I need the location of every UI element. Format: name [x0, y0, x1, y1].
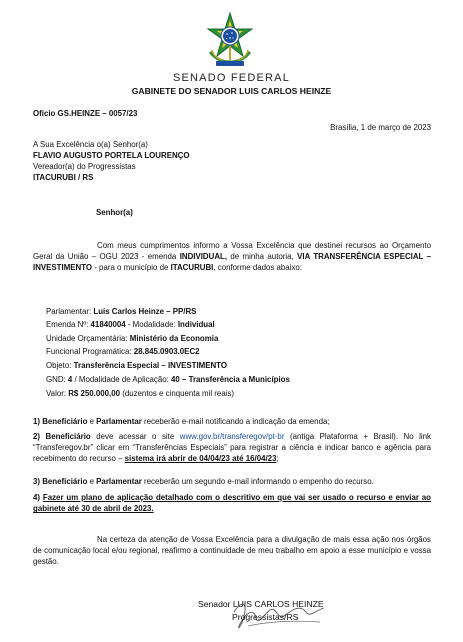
salutation: Senhor(a)	[96, 208, 133, 217]
detail-funcional	[46, 346, 200, 357]
detail-label: / Modalidade de Aplicação:	[72, 375, 172, 384]
step-bold: Parlamentar	[96, 417, 142, 426]
transferegov-link[interactable]: www.gov.br/transferegov/pt-br	[179, 432, 285, 441]
detail-value: Ministério da Economia	[129, 334, 219, 343]
step-deadline: sistema irá abrir de 04/04/23 até 16/04/23	[124, 454, 277, 464]
closing-paragraph: Na certeza da atenção de Vossa Excelência para a divulgação de mais essa ação nos órgãos de comunicação local e/ou regional, reafirmo a continuidade de meu trabalho em apoio a esse município e vossa gestão.	[33, 535, 431, 567]
letter-date: Brasília, 1 de março de 2023	[330, 123, 431, 132]
step-1	[33, 416, 431, 427]
detail-value: Individual	[177, 320, 215, 329]
step-text: receberão e-mail notificando a indicação da emenda;	[141, 417, 330, 426]
step-2	[33, 431, 431, 465]
step-bold: Beneficiário	[42, 477, 88, 486]
step-bold: Beneficiário	[42, 417, 88, 426]
step-number: 1)	[33, 417, 43, 426]
step-3	[33, 476, 431, 487]
intro-text-3: - para o município de	[92, 263, 171, 273]
step-text: receberão um segundo e-mail informando o empenho do recurso.	[141, 477, 374, 486]
detail-label: Objeto:	[46, 361, 74, 370]
detail-value: Transferência Especial – INVESTIMENTO	[73, 361, 227, 370]
step-number: 4)	[33, 493, 43, 502]
intro-bold-individual: INDIVIDUAL,	[179, 252, 228, 262]
detail-value: 28.845.0903.0EC2	[133, 347, 200, 356]
detail-label: Valor:	[46, 389, 69, 398]
step-number: 2)	[33, 432, 46, 441]
signature-party: Progressistas/RS	[232, 612, 299, 622]
office-name: GABINETE DO SENADOR LUIS CARLOS HEINZE	[131, 86, 332, 96]
step-text: deve acessar o site	[90, 432, 180, 441]
addressee-city: ITACURUBI / RS	[33, 173, 94, 182]
detail-value: 41840004	[90, 320, 126, 329]
letter-reference: Ofício GS.HEINZE – 0057/23	[33, 109, 138, 118]
detail-emenda	[46, 319, 215, 330]
detail-label: - Modalidade:	[125, 320, 178, 329]
step-text: (antiga Plataforma + Brasil). No link “Transferegov.br” clicar em “Transferências Especiais” para registrar a ciência e indicar banco e agência para recebimento do recurso –	[33, 432, 431, 464]
intro-bold-city: ITACURUBI	[170, 263, 214, 273]
detail-value: Luis Carlos Heinze – PP/RS	[93, 307, 197, 316]
detail-objeto	[46, 360, 227, 371]
org-name: SENADO FEDERAL	[172, 72, 291, 84]
step-text: e	[87, 417, 97, 426]
detail-label: GND:	[46, 375, 68, 384]
step-text: ;	[276, 454, 279, 464]
brazil-coat-of-arms-icon	[204, 12, 256, 68]
detail-valor	[46, 388, 234, 399]
detail-label: Unidade Orçamentária:	[46, 334, 130, 343]
detail-label: Emenda Nº:	[46, 320, 91, 329]
addressee-name: FLAVIO AUGUSTO PORTELA LOURENÇO	[33, 151, 190, 160]
intro-text-4: , conforme dados abaixo:	[213, 263, 302, 273]
intro-text-2: de minha autoria,	[227, 252, 298, 262]
step-bold: Parlamentar	[96, 477, 142, 486]
detail-value-extended: (duzentos e cinquenta mil reais)	[120, 389, 235, 398]
signature-name: Senador LUIS CARLOS HEINZE	[198, 599, 324, 609]
step-bold-instruction: Fazer um plano de aplicação detalhado com o descritivo em que vai ser usado o recurso e enviar ao gabinete até 30 de abril de 2023.	[33, 493, 431, 514]
detail-unidade	[46, 333, 218, 344]
step-text: e	[87, 477, 97, 486]
detail-gnd	[46, 374, 290, 385]
intro-text-1: Com meus cumprimentos informo a Vossa Excelência que destinei recursos ao Orçamento Geral da União – OGU 2023 - emenda	[33, 241, 431, 262]
addressee-intro: A Sua Excelência o(a) Senhor(a)	[33, 140, 148, 149]
step-bold: Beneficiário	[45, 432, 91, 441]
step-number: 3)	[33, 477, 43, 486]
detail-value: 40 – Transferência a Municípios	[171, 375, 290, 384]
addressee-role: Vereador(a) do Progressistas	[33, 162, 136, 171]
detail-value: 4	[67, 375, 73, 384]
detail-label: Parlamentar:	[46, 307, 94, 316]
detail-label: Funcional Programática:	[46, 347, 134, 356]
intro-paragraph	[33, 240, 431, 274]
detail-parlamentar	[46, 306, 196, 317]
intro-bold-transfer: VIA TRANSFERÊNCIA ESPECIAL – INVESTIMENTO	[33, 252, 431, 273]
detail-value: R$ 250.000,00	[68, 389, 120, 398]
step-4	[33, 492, 431, 514]
